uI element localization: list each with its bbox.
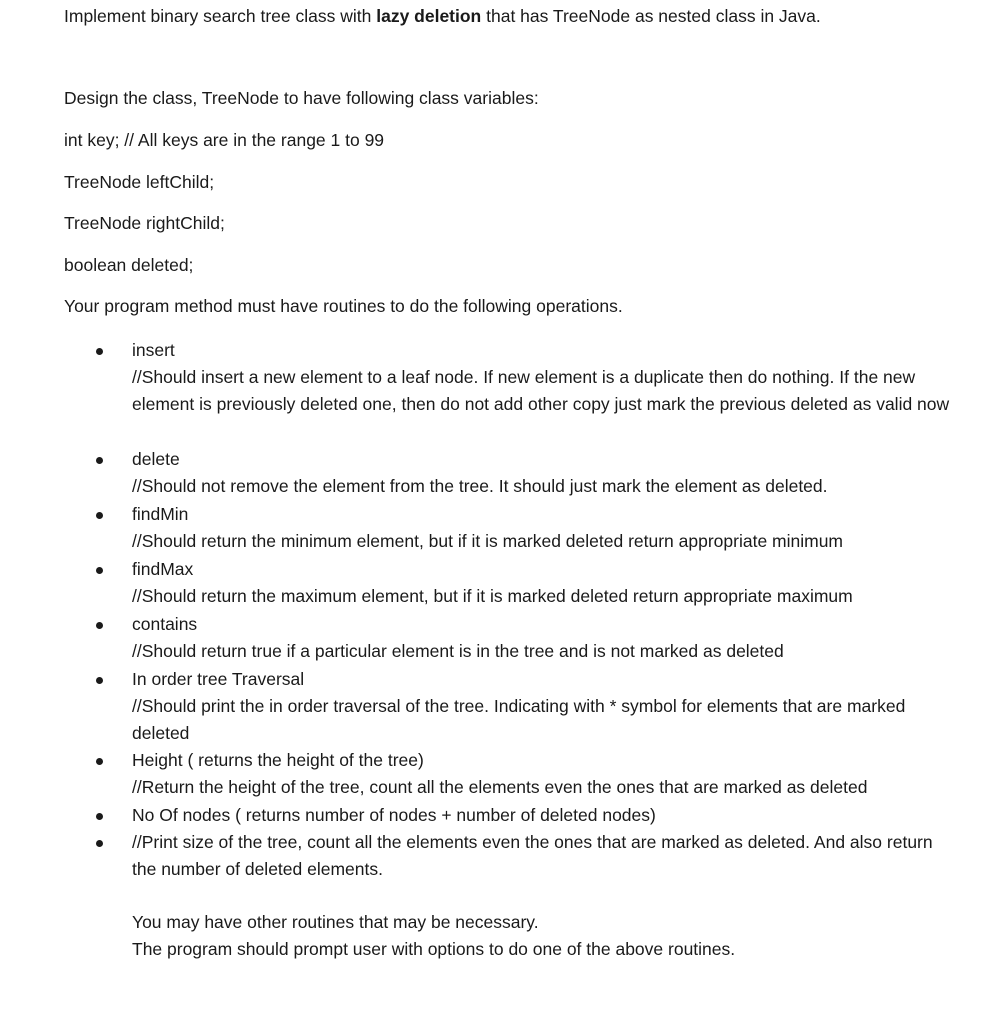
bullet-icon (96, 348, 103, 355)
footer-routines-note: You may have other routines that may be necessary. (132, 912, 539, 932)
bullet-icon (96, 840, 103, 847)
page-title (64, 6, 821, 27)
operation-desc: //Should not remove the element from the tree. It should just mark the element as deleted. (132, 476, 828, 496)
operation-desc: //Should return the minimum element, but if it is marked deleted return appropriate minimum (132, 531, 844, 551)
footer-prompt-note: The program should prompt user with options to do one of the above routines. (132, 939, 736, 959)
operation-name: In order tree Traversal (132, 669, 305, 689)
bullet-icon (96, 677, 103, 684)
variable-left-child: TreeNode leftChild; (64, 172, 215, 192)
operation-desc: //Should insert a new element to a leaf node. If new element is a duplicate then do nothing. If the new element is previously deleted one, then do not add other copy just mark the previous deleted as valid now (132, 367, 950, 414)
operation-name: insert (132, 340, 175, 360)
operation-name: findMax (132, 559, 194, 579)
operation-name: No Of nodes ( returns number of nodes + number of deleted nodes) (132, 805, 656, 825)
bullet-icon (96, 567, 103, 574)
operation-name: Height ( returns the height of the tree) (132, 750, 424, 770)
variable-right-child: TreeNode rightChild; (64, 213, 225, 233)
bullet-icon (96, 622, 103, 629)
operation-name: findMin (132, 504, 189, 524)
operation-desc: //Return the height of the tree, count all the elements even the ones that are marked as deleted (132, 777, 868, 797)
title-suffix: that has TreeNode as nested class in Java. (481, 6, 821, 26)
title-bold: lazy deletion (376, 6, 482, 26)
operation-desc: //Should return the maximum element, but if it is marked deleted return appropriate maximum (132, 586, 853, 606)
variable-deleted: boolean deleted; (64, 255, 194, 275)
operations-intro: Your program method must have routines to do the following operations. (64, 296, 623, 316)
operation-name: delete (132, 449, 180, 469)
bullet-icon (96, 758, 103, 765)
operation-name: //Print size of the tree, count all the elements even the ones that are marked as deleted. And also return the number of deleted elements. (132, 832, 933, 879)
operation-desc: //Should print the in order traversal of the tree. Indicating with * symbol for elements that are marked deleted (132, 696, 906, 743)
title-prefix: Implement binary search tree class with (64, 6, 377, 26)
bullet-icon (96, 512, 103, 519)
operation-desc: //Should return true if a particular element is in the tree and is not marked as deleted (132, 641, 784, 661)
bullet-icon (96, 813, 103, 820)
design-intro: Design the class, TreeNode to have following class variables: (64, 88, 539, 108)
bullet-icon (96, 457, 103, 464)
operation-name: contains (132, 614, 198, 634)
variable-key: int key; // All keys are in the range 1 to 99 (64, 130, 385, 150)
